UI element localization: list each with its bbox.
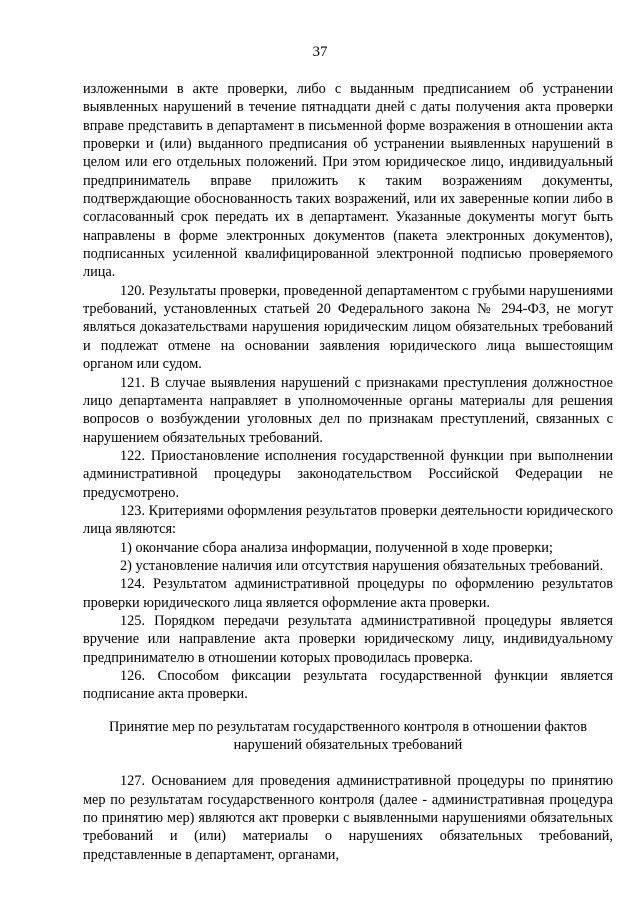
- paragraph-126: 126. Способом фиксации результата государственной функции является подписание акта проверки.: [83, 668, 613, 703]
- paragraph-123-item-2: 2) установление наличия или отсутствия нарушения обязательных требований.: [120, 557, 604, 574]
- section-heading: Принятие мер по результатам государственного контроля в отношении фактов нарушений обязательных требований: [109, 718, 587, 754]
- paragraph-124: 124. Результатом административной процедуры по оформлению результатов проверки юридического лица является оформление акта проверки.: [83, 576, 613, 611]
- paragraph-121: 121. В случае выявления нарушений с признаками преступления должностное лицо департамента направляет в уполномоченные органы материалы для решения вопросов о возбуждении уголовных дел по признакам преступлений, связанных с нарушением обязательных требований.: [83, 374, 613, 446]
- paragraph-120: 120. Результаты проверки, проведенной департаментом с грубыми нарушениями требований, установленных статьей 20 Федерального закона № 294-ФЗ, не могут являться доказательствами нарушения юридическим лицом обязательных требований и подлежат отмене на основании заявления юридического лица вышестоящим органом или судом.: [83, 282, 613, 373]
- paragraph-125: 125. Порядком передачи результата административной процедуры является вручение или направление акта проверки юридическому лицу, индивидуальному предпринимателю в отношении которых проводилась проверка.: [83, 612, 613, 666]
- paragraph-122: 122. Приостановление исполнения государственной функции при выполнении административной процедуры законодательством Российской Федерации не предусмотрено.: [83, 447, 613, 501]
- document-body: [83, 80, 613, 864]
- paragraph-123-item-1: 1) окончание сбора анализа информации, полученной в ходе проверки;: [120, 539, 553, 556]
- paragraph-continuation: изложенными в акте проверки, либо с выданным предписанием об устранении выявленных нарушений в течение пятнадцати дней с даты получения акта проверки вправе представить в департамент в письменной форме возражения в отношении акта проверки и (или) выданного предписания об устранении выявленных нарушений в целом или его отдельных положений. При этом юридическое лицо, индивидуальный предприниматель вправе приложить к таким возражениям документы, подтверждающие обоснованность таких возражений, или их заверенные копии либо в согласованный срок передать их в департамент. Указанные документы могут быть направлены в форме электронных документов (пакета электронных документов), подписанных усиленной квалифицированной электронной подписью проверяемого лица.: [83, 81, 613, 281]
- paragraph-123: 123. Критериями оформления результатов проверки деятельности юридического лица являются:: [83, 502, 613, 538]
- page-number: 37: [312, 44, 328, 60]
- paragraph-127: 127. Основанием для проведения административной процедуры по принятию мер по результатам государственного контроля (далее - административная процедура по принятию мер) являются акт проверки с выявленными нарушениями обязательных требований и (или) материалы о нарушениях обязательных требований, представленные в департамент, органами,: [83, 773, 613, 863]
